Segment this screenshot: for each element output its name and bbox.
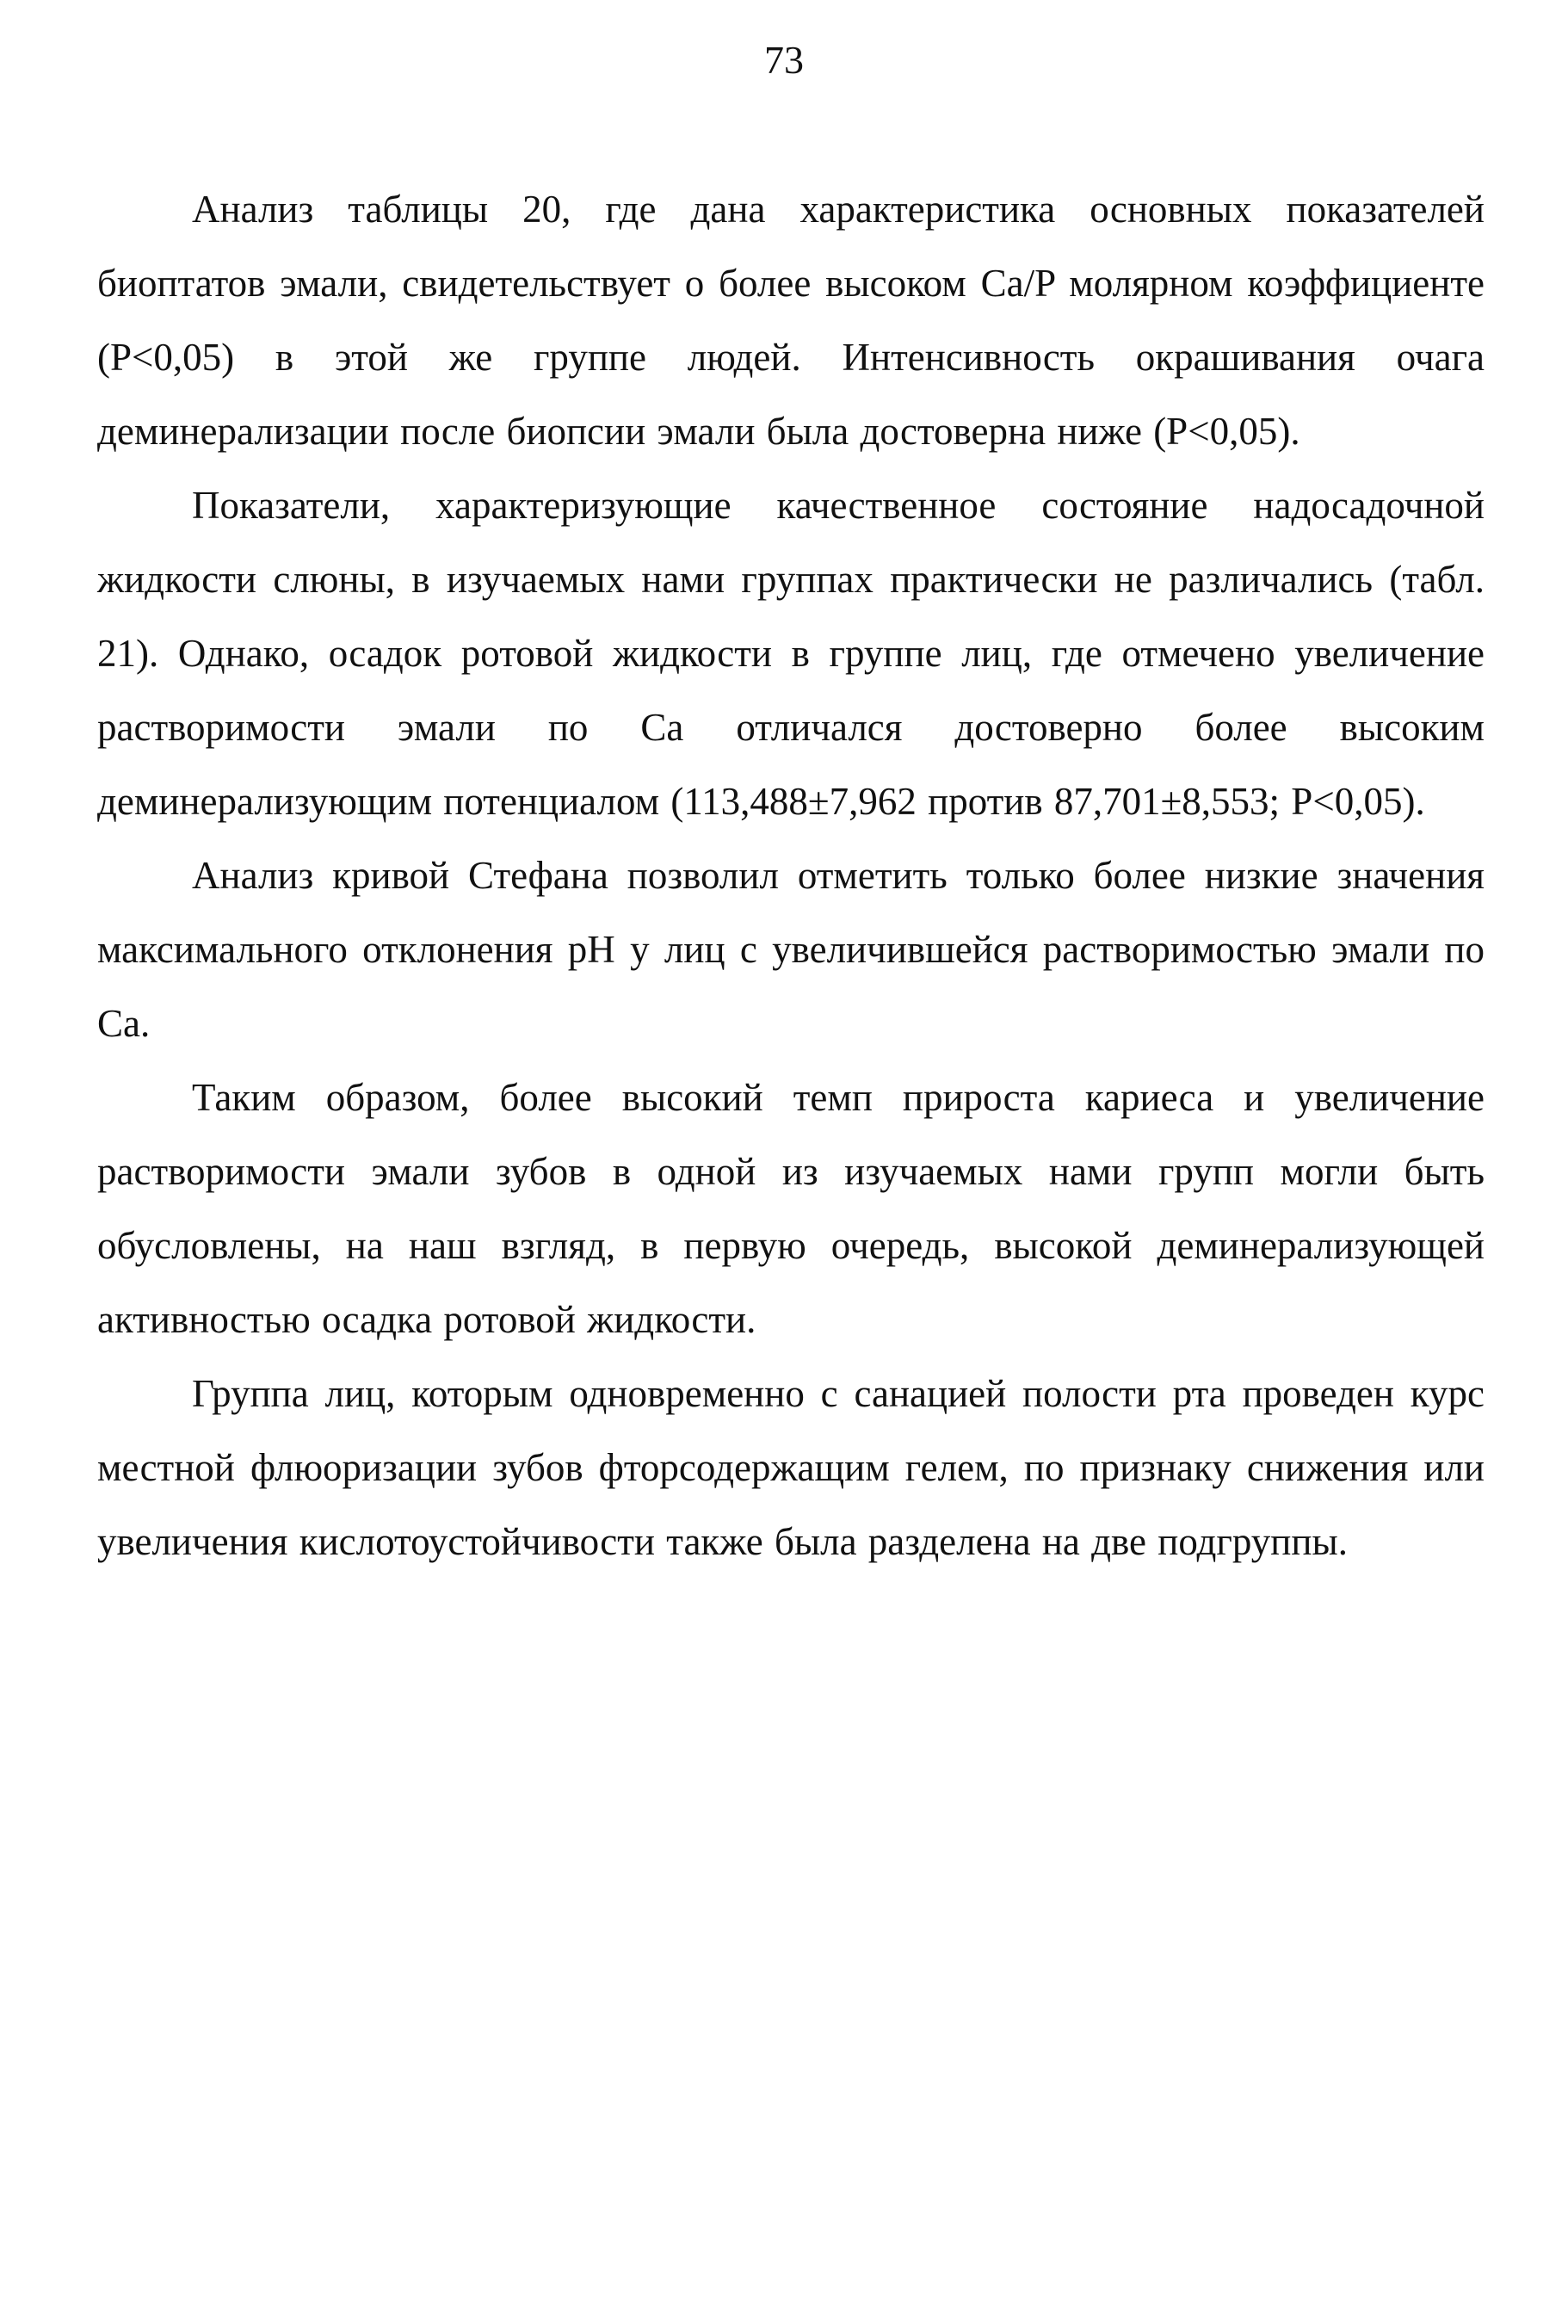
paragraph-1: Анализ таблицы 20, где дана характеристика основных показателей биоптатов эмали, свидетельствует о более высоком Ca/P молярном коэффициенте (P<0,05) в этой же группе людей. Интенсивность окрашивания очага деминерализации после биопсии эмали была достоверна ниже (P<0,05). bbox=[97, 188, 1485, 453]
paragraph-3: Анализ кривой Стефана позволил отметить только более низкие значения максимального отклонения pH у лиц с увеличившейся растворимостью эмали по Са. bbox=[97, 854, 1485, 1045]
page-number: 73 bbox=[764, 38, 804, 82]
paragraph-2: Показатели, характеризующие качественное состояние надосадочной жидкости слюны, в изучаемых нами группах практически не различались (табл. 21). Однако, осадок ротовой жидкости в группе лиц, где отмечено увеличение растворимости эмали по Са отличался достоверно более высоким деминерализующим потенциалом (113,488±7,962 против 87,701±8,553; P<0,05). bbox=[97, 484, 1485, 823]
paragraph-4: Таким образом, более высокий темп прироста кариеса и увеличение растворимости эмали зубов в одной из изучаемых нами групп могли быть обусловлены, на наш взгляд, в первую очередь, высокой деминерализующей активностью осадка ротовой жидкости. bbox=[97, 1076, 1485, 1341]
body-text bbox=[97, 172, 1485, 1579]
paragraph-5: Группа лиц, которым одновременно с санацией полости рта проведен курс местной флюоризации зубов фторсодержащим гелем, по признаку снижения или увеличения кислотоустойчивости также была разделена на две подгруппы. bbox=[97, 1372, 1485, 1563]
